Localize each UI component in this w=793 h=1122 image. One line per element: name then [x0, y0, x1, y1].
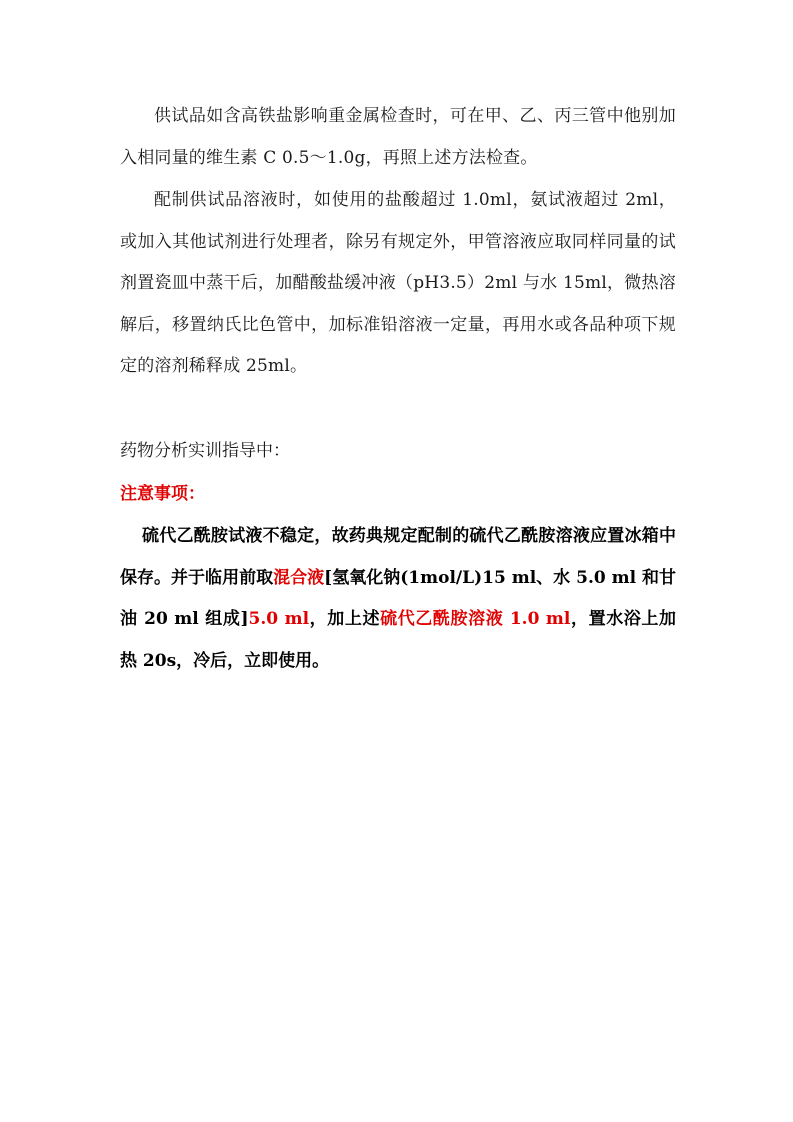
paragraph-solution-preparation: 配制供试品溶液时，如使用的盐酸超过 1.0ml，氨试液超过 2ml，或加入其他试剂进行处理者，除另有规定外，甲管溶液应取同样同量的试剂置瓷皿中蒸干后，加醋酸盐缓冲液（pH3.5）2ml 与水 15ml，微热溶解后，移置纳氏比色管中，加标准铅溶液一定量，再用水或各品种项下规定的溶剂稀释成 25ml。 — [120, 190, 676, 376]
paragraph-iron-salt: 供试品如含高铁盐影响重金属检查时，可在甲、乙、丙三管中他别加入相同量的维生素 C 0.5～1.0g，再照上述方法检查。 — [120, 106, 676, 168]
notice-heading: 注意事项： — [120, 484, 205, 504]
notice-text-4: ，置水浴上加热 20s，冷后，立即使用。 — [120, 609, 677, 671]
notice-text-3: ，加上述 — [309, 609, 381, 629]
notice-text-2: [氢氧化钠(1mol/L)15 ml、水 5.0 ml 和甘油 20 ml 组成] — [120, 567, 677, 629]
notice-highlight-volume: 5.0 ml — [248, 609, 310, 629]
notice-highlight-mixture: 混合液 — [273, 567, 325, 588]
notice-text-1: 硫代乙酰胺试液不稳定，故药典规定配制的硫代乙酰胺溶液应置冰箱中保存。并于临用前取 — [120, 526, 676, 588]
section-heading: 药物分析实训指导中： — [120, 441, 290, 461]
notice-highlight-reagent: 硫代乙酰胺溶液 1.0 ml — [380, 609, 571, 629]
notice-paragraph — [120, 516, 676, 682]
